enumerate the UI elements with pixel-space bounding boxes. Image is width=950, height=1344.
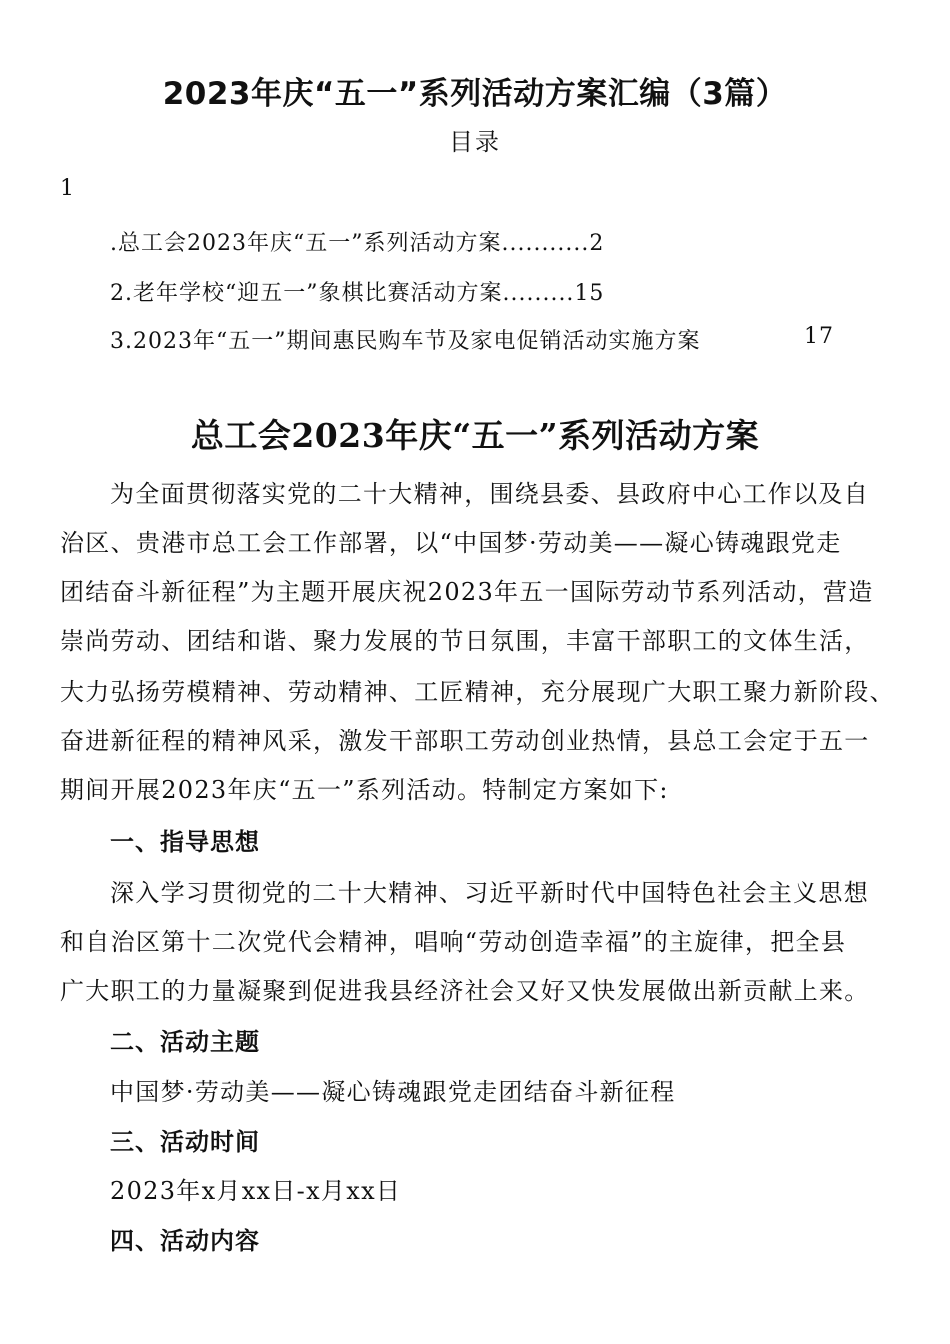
toc-item-1[interactable] [110, 226, 604, 257]
guiding-line: 深入学习贯彻党的二十大精神、习近平新时代中国特色社会主义思想 [110, 879, 869, 907]
intro-line: 大力弘扬劳模精神、劳动精神、工匠精神，充分展现广大职工聚力新阶段、 [60, 678, 895, 706]
toc-item-page: 15 [574, 281, 605, 306]
toc-item-label: 3.2023年“五一”期间惠民购车节及家电促销活动实施方案 [110, 329, 701, 354]
toc-item-page: 2 [589, 231, 605, 256]
intro-line: 为全面贯彻落实党的二十大精神，围绕县委、县政府中心工作以及自 [110, 480, 869, 508]
intro-line: 治区、贵港市总工会工作部署，以“中国梦·劳动美——凝心铸魂跟党走 [60, 529, 842, 557]
toc-item-3[interactable] [110, 324, 700, 355]
toc-item-2[interactable] [110, 276, 604, 307]
toc-item-label: 2.老年学校“迎五一”象棋比赛活动方案......... [110, 281, 575, 306]
toc-first-number: 1 [60, 176, 74, 201]
toc-item-label: .总工会2023年庆“五一”系列活动方案........... [110, 231, 590, 256]
guiding-line: 广大职工的力量凝聚到促进我县经济社会又好又快发展做出新贡献上来。 [60, 977, 870, 1005]
heading-content: 四、活动内容 [110, 1227, 260, 1255]
main-title: 2023年庆“五一”系列活动方案汇编（3篇） [162, 76, 788, 112]
heading-time: 三、活动时间 [110, 1128, 260, 1156]
heading-theme: 二、活动主题 [110, 1028, 260, 1056]
toc-item-3-page[interactable]: 17 [804, 324, 834, 349]
theme-text: 中国梦·劳动美——凝心铸魂跟党走团结奋斗新征程 [110, 1078, 676, 1106]
intro-line: 崇尚劳动、团结和谐、聚力发展的节日氛围，丰富干部职工的文体生活， [60, 627, 870, 655]
time-text: 2023年x月xx日-x月xx日 [110, 1177, 402, 1205]
heading-guiding: 一、指导思想 [110, 828, 260, 856]
section-title: 总工会2023年庆“五一”系列活动方案 [190, 416, 760, 455]
guiding-line: 和自治区第十二次党代会精神，唱响“劳动创造幸福”的主旋律，把全县 [60, 928, 847, 956]
toc-heading: 目录 [449, 128, 501, 156]
intro-line: 团结奋斗新征程”为主题开展庆祝2023年五一国际劳动节系列活动，营造 [60, 578, 874, 606]
intro-line: 奋进新征程的精神风采，激发干部职工劳动创业热情，县总工会定于五一 [60, 727, 870, 755]
intro-line: 期间开展2023年庆“五一”系列活动。特制定方案如下: [60, 776, 669, 804]
